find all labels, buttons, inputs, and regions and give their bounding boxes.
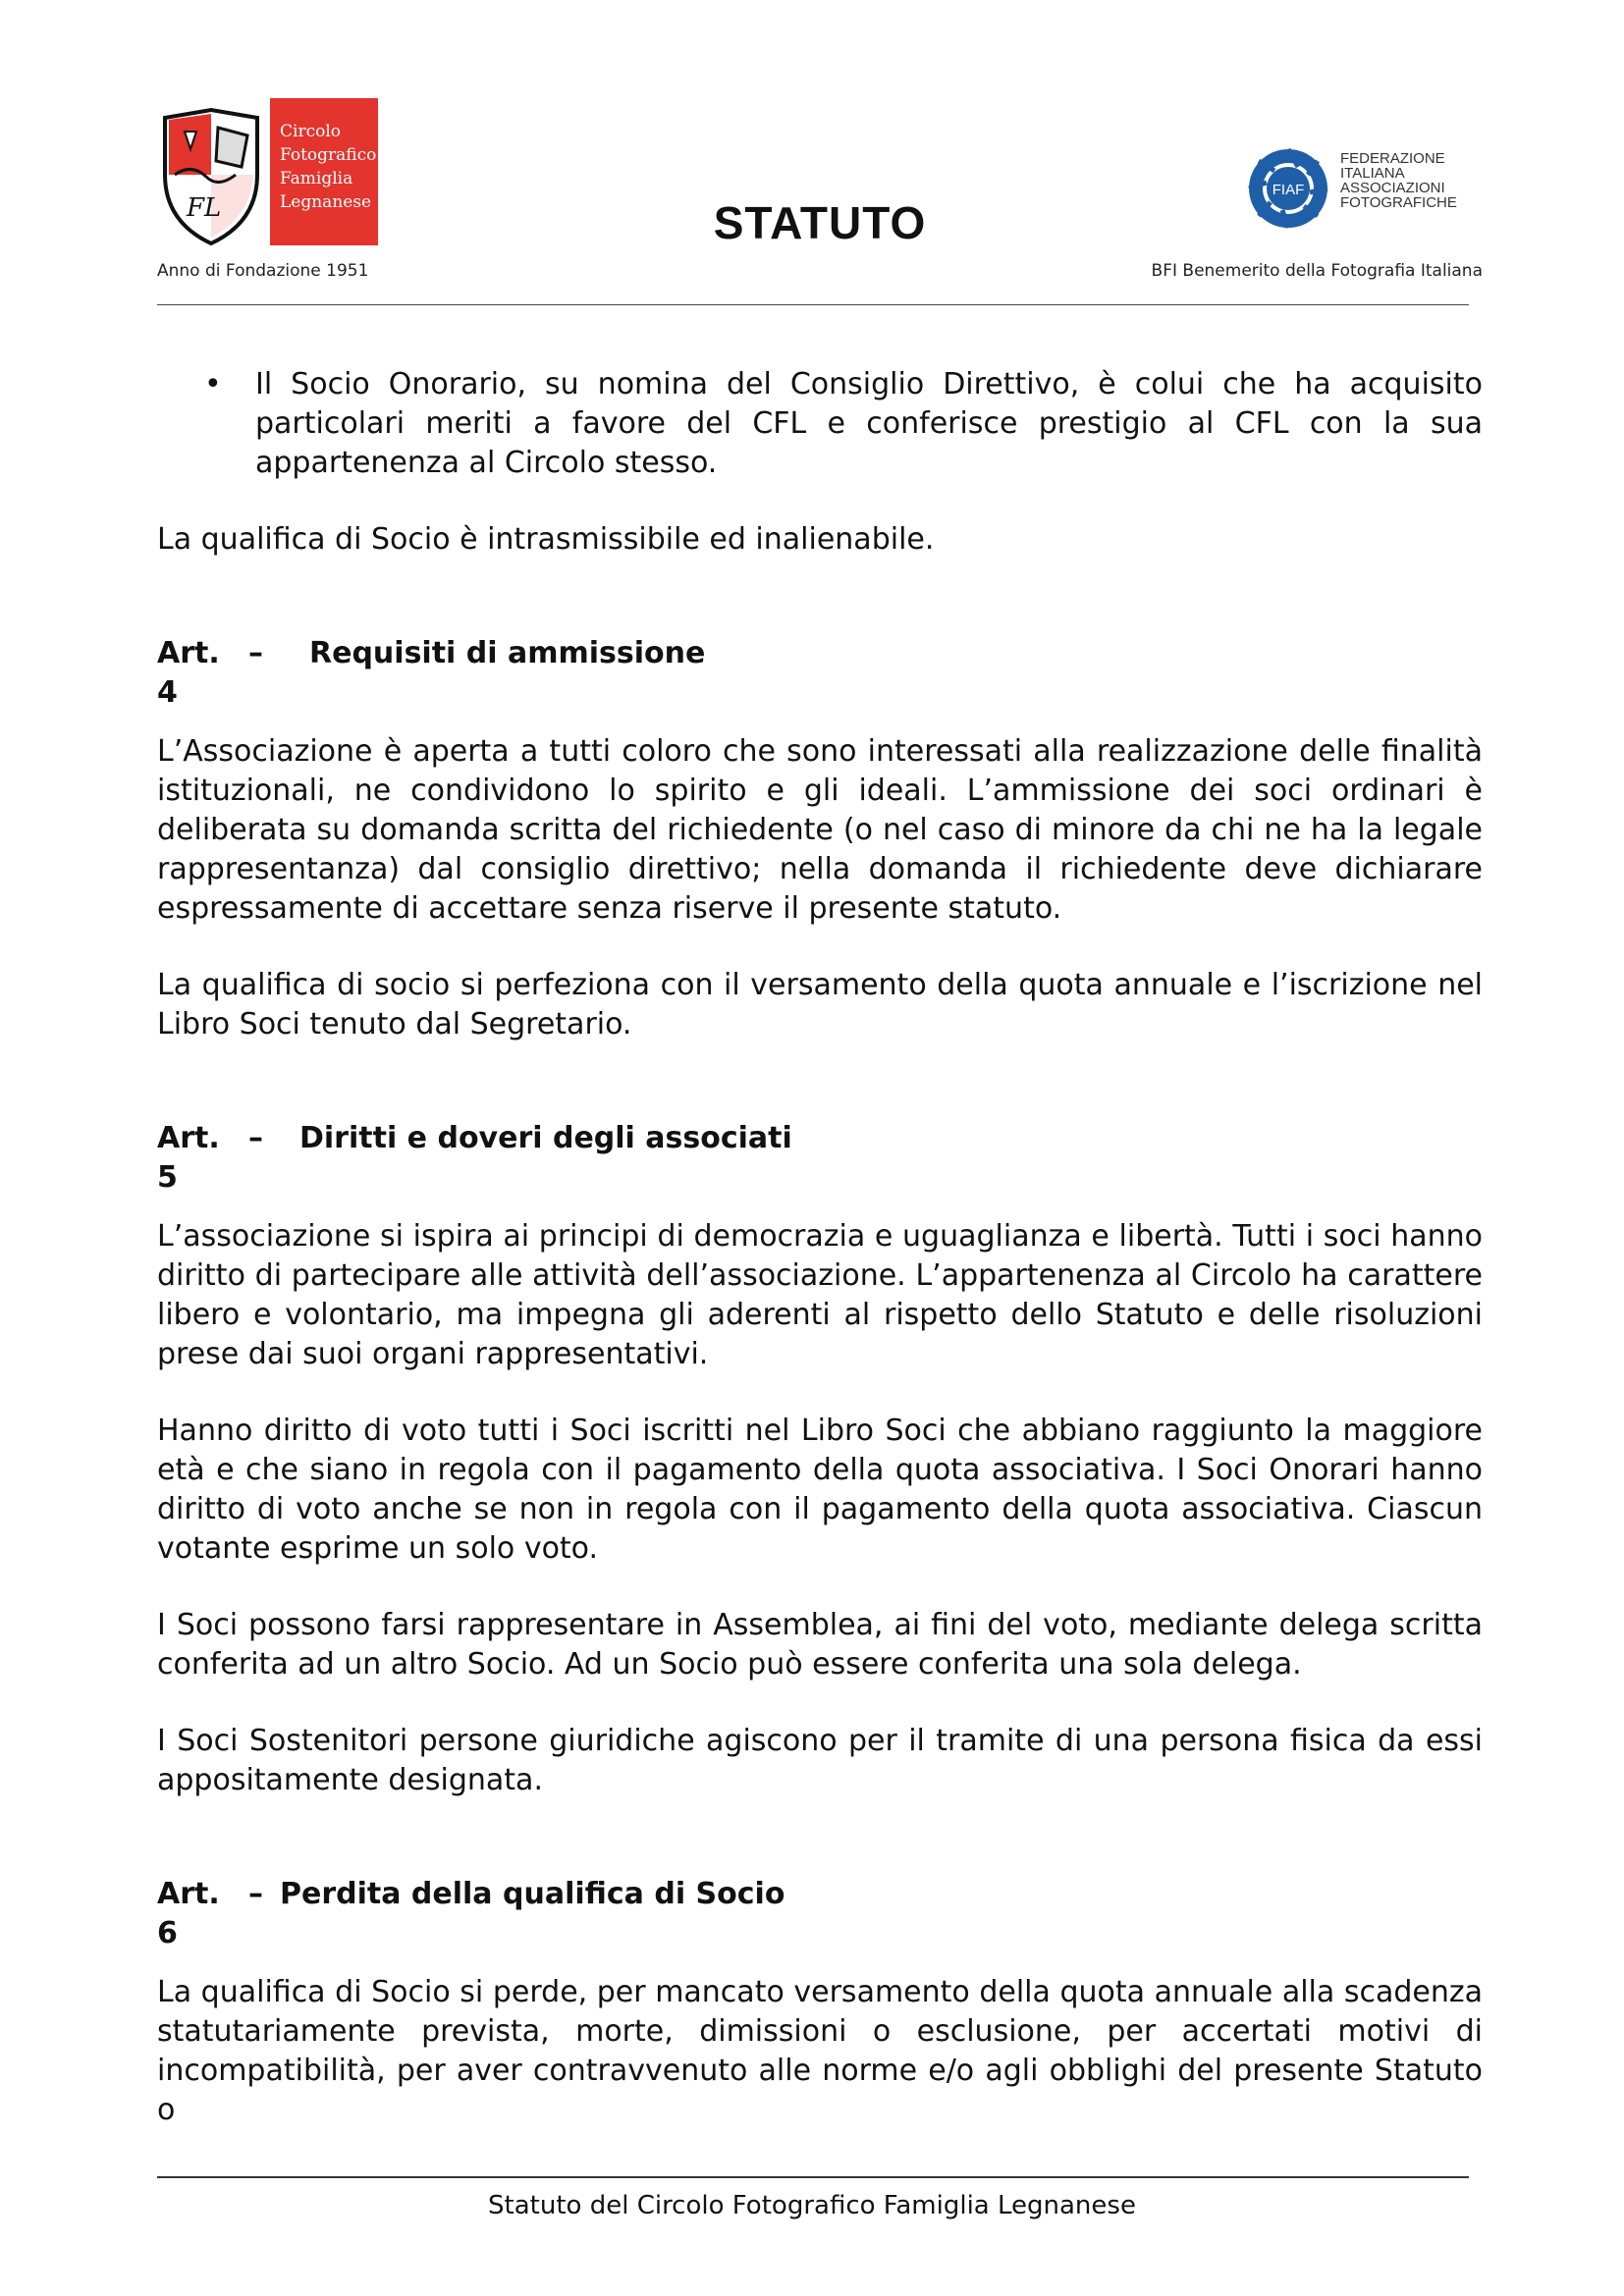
bullet-icon: • (204, 367, 222, 401)
fiaf-line: FOTOGRAFICHE (1340, 194, 1457, 211)
paragraph: L’Associazione è aperta a tutti coloro che sono interessati alla realizzazione delle finalità istituzionali, ne condividono lo spirito e gli ideali. L’ammissione dei soci ordinari è deliberata su domanda scritta del richiedente (o nel caso di minore da chi ne ha la legale rappresentanza) dal consiglio direttivo; nella domanda il richiedente deve dichiarare espressamente di accettare senza riserve il presente statuto. (157, 734, 1483, 926)
list-item (157, 365, 1483, 483)
camera-aperture-icon (1247, 147, 1330, 231)
article-title: Diritti e doveri degli associati (299, 1121, 792, 1155)
paragraph: La qualifica di Socio è intrasmissibile ed inalienabile. (157, 522, 935, 557)
founding-year: Anno di Fondazione 1951 (157, 261, 369, 281)
article-number: Art. 6 (157, 1877, 220, 1950)
logo-line: Circolo (280, 122, 341, 141)
header-divider (157, 304, 1469, 305)
article-dash: – (248, 1877, 263, 1911)
logo-line: Legnanese (280, 192, 372, 212)
page-footer: Statuto del Circolo Fotografico Famiglia Legnanese (488, 2191, 1136, 2220)
fiaf-line: FEDERAZIONE (1340, 150, 1445, 167)
article-number: Art. 4 (157, 636, 220, 710)
document-title: STATUTO (713, 197, 927, 248)
article-title: Perdita della qualifica di Socio (280, 1877, 785, 1911)
article-dash: – (248, 1121, 263, 1155)
footer-divider (157, 2176, 1469, 2178)
fiaf-line: ITALIANA (1340, 165, 1405, 182)
fiaf-mark-text: FIAF (1272, 182, 1305, 198)
paragraph: I Soci possono farsi rappresentare in Assemblea, ai fini del voto, mediante delega scritta conferita ad un altro Socio. Ad un Socio può essere conferita una sola delega. (157, 1608, 1483, 1682)
bullet-text: Il Socio Onorario, su nomina del Consiglio Direttivo, è colui che ha acquisito particolari meriti a favore del CFL e conferisce prestigio al CFL con la sua appartenenza al Circolo stesso. (255, 367, 1483, 480)
article-number: Art. 5 (157, 1121, 220, 1195)
bfi-note: BFI Benemerito della Fotografia Italiana (1151, 261, 1483, 281)
page-header (157, 98, 1483, 285)
document-body (157, 365, 1483, 2130)
article-heading (157, 634, 1483, 713)
paragraph: La qualifica di Socio si perde, per mancato versamento della quota annuale alla scadenza statutariamente prevista, morte, dimissioni o esclusione, per accertati motivi di incompatibilità, per aver contravvenuto alle norme e/o agli obblighi del presente Statuto o (157, 1975, 1483, 2127)
paragraph: I Soci Sostenitori persone giuridiche agiscono per il tramite di una persona fisica da essi appositamente designata. (157, 1724, 1483, 1797)
fiaf-logo (1247, 147, 1473, 236)
logo-line: Famiglia (280, 169, 353, 188)
article-heading (157, 1119, 1483, 1198)
article-title: Requisiti di ammissione (309, 636, 706, 670)
logo-line: Fotografico (280, 145, 377, 165)
logo-monogram: FL (187, 193, 222, 223)
paragraph: Hanno diritto di voto tutti i Soci iscritti nel Libro Soci che abbiano raggiunto la maggiore età e che siano in regola con il pagamento della quota associativa. I Soci Onorari hanno diritto di voto anche se non in regola con il pagamento della quota associativa. Ciascun votante esprime un solo voto. (157, 1414, 1483, 1566)
fiaf-wordmark (1340, 151, 1457, 210)
article-dash: – (248, 636, 263, 670)
article-heading (157, 1875, 1483, 1953)
paragraph: L’associazione si ispira ai principi di democrazia e uguaglianza e libertà. Tutti i soci hanno diritto di partecipare alle attività dell’associazione. L’appartenenza al Circolo ha carattere libero e volontario, ma impegna gli aderenti al rispetto dello Statuto e delle risoluzioni prese dai suoi organi rappresentativi. (157, 1219, 1483, 1371)
paragraph: La qualifica di socio si perfeziona con il versamento della quota annuale e l’iscrizione nel Libro Soci tenuto dal Segretario. (157, 968, 1483, 1041)
fiaf-line: ASSOCIAZIONI (1340, 180, 1445, 196)
